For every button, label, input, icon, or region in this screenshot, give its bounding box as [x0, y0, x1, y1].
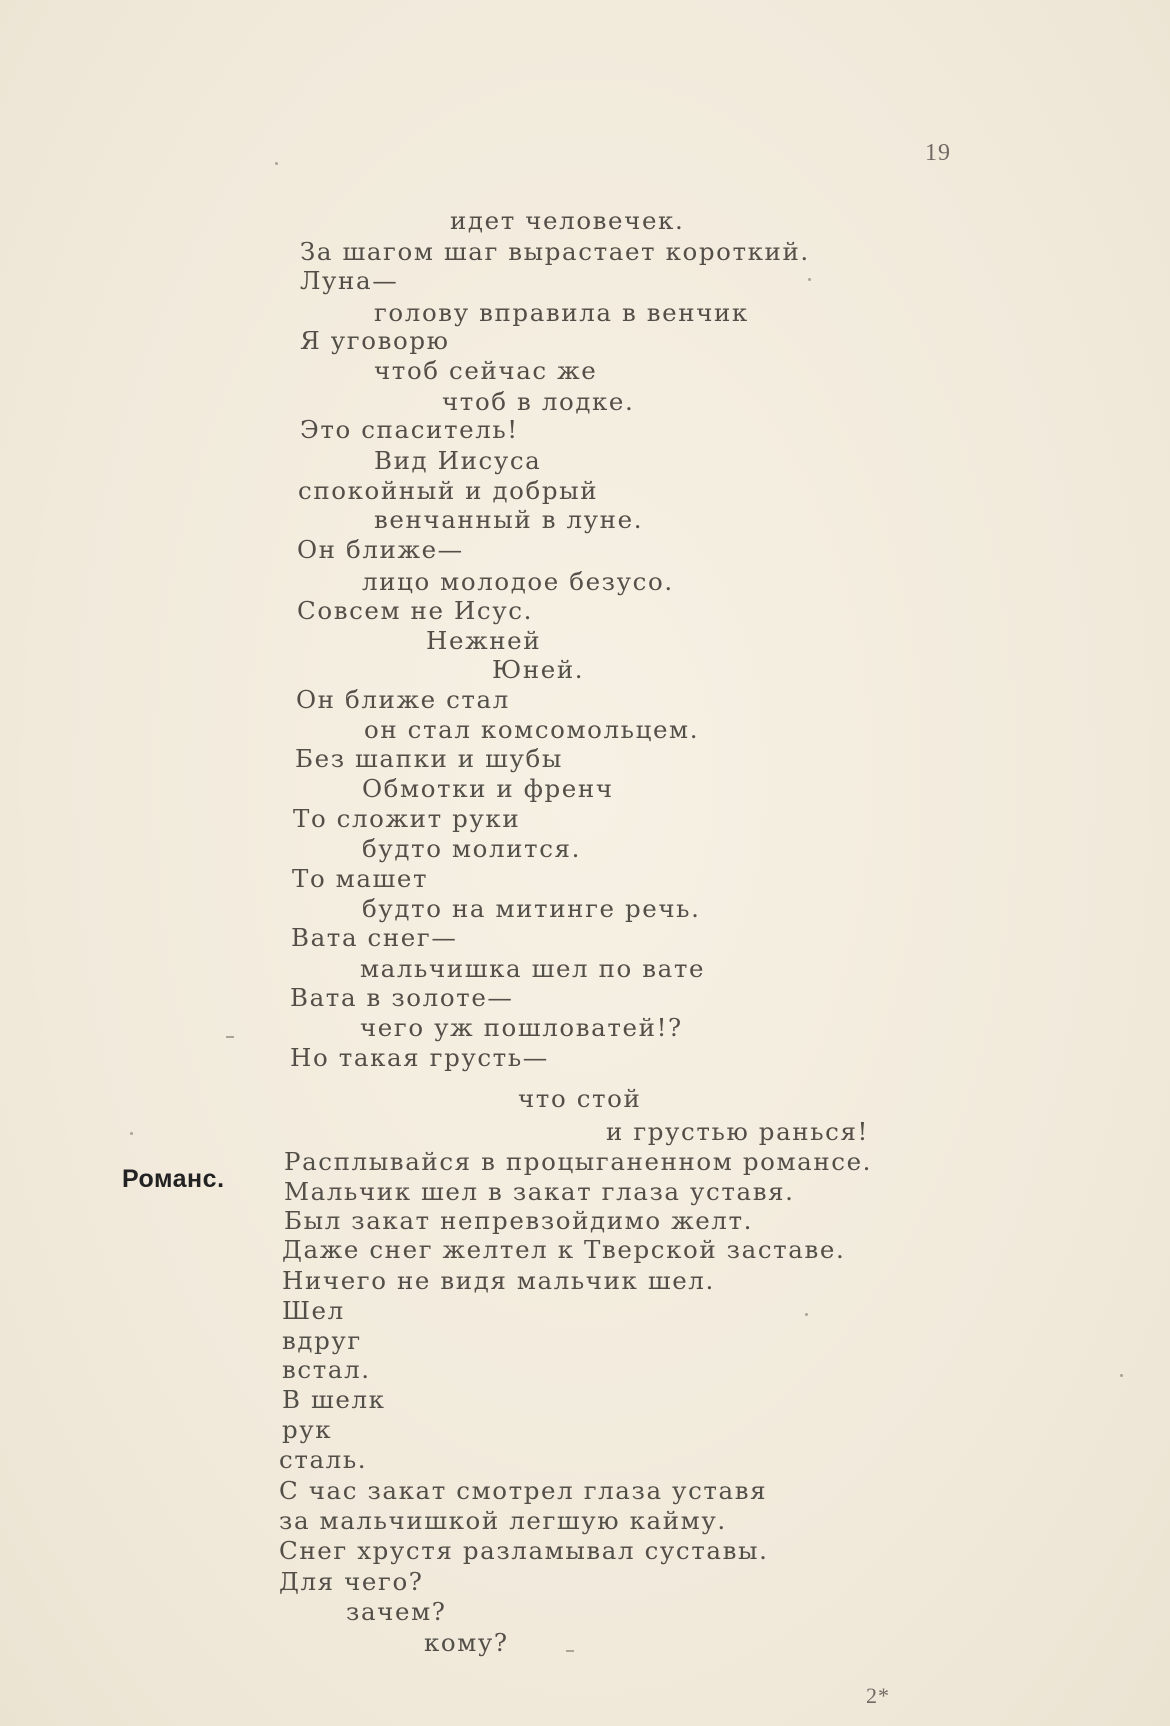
poem-line: будто молится.: [362, 834, 581, 863]
page-number: 19: [925, 140, 951, 166]
paper-speck: [130, 1132, 133, 1135]
poem-line: лицо молодое безусо.: [362, 567, 674, 596]
paper-speck: [226, 1036, 234, 1038]
poem-line: за мальчишкой легшую кайму.: [279, 1506, 727, 1535]
poem-line: Но такая грусть—: [290, 1043, 549, 1072]
poem-line: С час закат смотрел глаза уставя: [279, 1476, 768, 1505]
poem-line: Он ближе—: [297, 535, 464, 564]
poem-line: Расплывайся в процыганенном романсе.: [284, 1147, 873, 1176]
poem-line: Я уговорю: [300, 326, 450, 355]
poem-line: Совсем не Исус.: [297, 596, 533, 625]
poem-line: Снег хрустя разламывал суставы.: [279, 1536, 769, 1565]
poem-line: чтоб в лодке.: [442, 387, 635, 416]
poem-line: Даже снег желтел к Тверской заставе.: [282, 1235, 846, 1264]
poem-line: Без шапки и шубы: [295, 744, 563, 773]
poem-line: будто на митинге речь.: [362, 894, 701, 923]
poem-line: мальчишка шел по вате: [360, 954, 706, 983]
poem-line: Ничего не видя мальчик шел.: [282, 1266, 715, 1295]
poem-line: сталь.: [279, 1445, 368, 1474]
poem-line: Мальчик шел в закат глаза уставя.: [284, 1177, 795, 1206]
poem-line: голову вправила в венчик: [374, 298, 749, 327]
poem-line: Вид Иисуса: [374, 446, 542, 475]
poem-line: Для чего?: [279, 1567, 424, 1596]
paper-speck: [1120, 1374, 1123, 1377]
poem-line: и грустью ранься!: [606, 1117, 869, 1146]
poem-line: чего уж пошловатей!?: [360, 1013, 683, 1042]
poem-line: кому?: [424, 1628, 509, 1657]
poem-line: Вата снег—: [291, 923, 458, 952]
poem-line: чтоб сейчас же: [374, 356, 598, 385]
poem-line: То сложит руки: [293, 804, 521, 833]
poem-line: За шагом шаг вырастает короткий.: [300, 237, 810, 266]
poem-line: Вата в золоте—: [290, 983, 514, 1012]
poem-line: рук: [282, 1415, 333, 1444]
poem-line: идет человечек.: [450, 206, 685, 235]
paper-speck: [275, 162, 278, 165]
poem-line: Луна—: [300, 266, 399, 295]
poem-line: Это спаситель!: [300, 415, 519, 444]
poem-line: что стой: [518, 1084, 642, 1113]
poem-line: вдруг: [282, 1326, 362, 1355]
poem-line: зачем?: [346, 1597, 447, 1626]
poem-line: Юней.: [492, 655, 585, 684]
paper-speck: [808, 278, 811, 281]
poem-line: Был закат непревзойдимо желт.: [284, 1206, 754, 1235]
poem-line: Шел: [282, 1296, 345, 1325]
signature-mark: 2*: [866, 1683, 890, 1708]
poem-line: встал.: [282, 1355, 371, 1384]
paper-speck: [566, 1650, 574, 1652]
poem-line: венчанный в луне.: [374, 505, 644, 534]
margin-heading: Романс.: [122, 1165, 225, 1193]
poem-line: Обмотки и френч: [362, 774, 614, 803]
poem-line: он стал комсомольцем.: [364, 715, 700, 744]
poem-line: В шелк: [282, 1385, 386, 1414]
poem-line: То машет: [292, 864, 429, 893]
paper-speck: [805, 1313, 808, 1316]
poem-line: Он ближе стал: [296, 685, 510, 714]
poem-line: спокойный и добрый: [298, 476, 599, 505]
poem-line: Нежней: [426, 626, 542, 655]
